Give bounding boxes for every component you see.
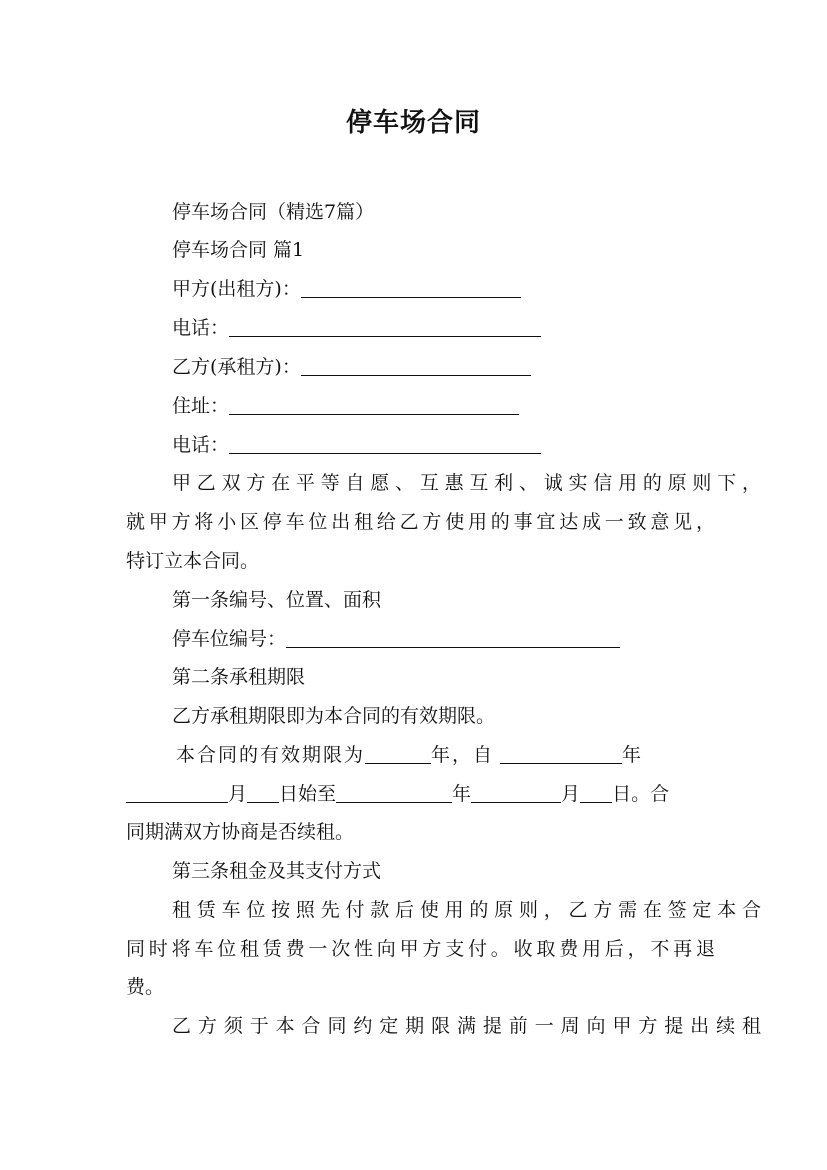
start-day-blank[interactable]: [247, 783, 279, 803]
paragraph-line: 同期满双方协商是否续租。: [126, 821, 355, 843]
party-a-phone-field: 电话：: [126, 316, 762, 340]
article-heading: 第一条编号、位置、面积: [172, 589, 382, 611]
end-year-blank[interactable]: [336, 783, 452, 803]
paragraph-line: 租赁车位按照先付款后使用的原则，乙方需在签定本合: [172, 899, 762, 921]
section-heading: 停车场合同 篇1: [172, 239, 305, 261]
end-day-blank[interactable]: [580, 783, 612, 803]
paragraph-line: 费。: [126, 976, 165, 998]
party-b-phone-blank[interactable]: [229, 434, 541, 454]
paragraph-line: 乙方须于本合同约定期限满提前一周向甲方提出续租: [172, 1015, 762, 1037]
end-month-blank[interactable]: [471, 783, 561, 803]
party-b-blank[interactable]: [301, 356, 531, 376]
party-a-blank[interactable]: [301, 278, 521, 298]
document-title: 停车场合同: [345, 108, 481, 138]
article-heading: 第二条承租期限: [172, 666, 306, 688]
party-a-phone-blank[interactable]: [229, 317, 541, 337]
parking-number-field: 停车位编号：: [126, 627, 762, 651]
party-b-phone-field: 电话：: [126, 433, 762, 457]
paragraph-line: 甲乙双方在平等自愿、互惠互利、诚实信用的原则下，: [172, 472, 762, 494]
term-line: 月 日始至 年 月 日。合: [126, 782, 716, 806]
years-blank[interactable]: [365, 744, 431, 764]
article-heading: 第三条租金及其支付方式: [172, 860, 382, 882]
parking-number-blank[interactable]: [286, 628, 620, 648]
start-month-blank[interactable]: [126, 783, 228, 803]
paragraph-line: 特订立本合同。: [126, 550, 260, 572]
address-blank[interactable]: [229, 395, 519, 415]
subtitle: 停车场合同（精选7篇）: [172, 201, 375, 223]
address-field: 住址：: [126, 394, 762, 418]
paragraph-line: 乙方承租期限即为本合同的有效期限。: [172, 705, 496, 727]
term-line: 本合同的有效期限为 年，自 年: [176, 744, 644, 766]
party-a-field: 甲方(出租方)：: [126, 277, 762, 301]
party-b-field: 乙方(承租方)：: [126, 355, 762, 379]
start-year-blank[interactable]: [500, 744, 622, 764]
paragraph-line: 就甲方将小区停车位出租给乙方使用的事宜达成一致意见，: [126, 511, 716, 533]
paragraph-line: 同时将车位租赁费一次性向甲方支付。收取费用后，不再退: [126, 938, 716, 960]
